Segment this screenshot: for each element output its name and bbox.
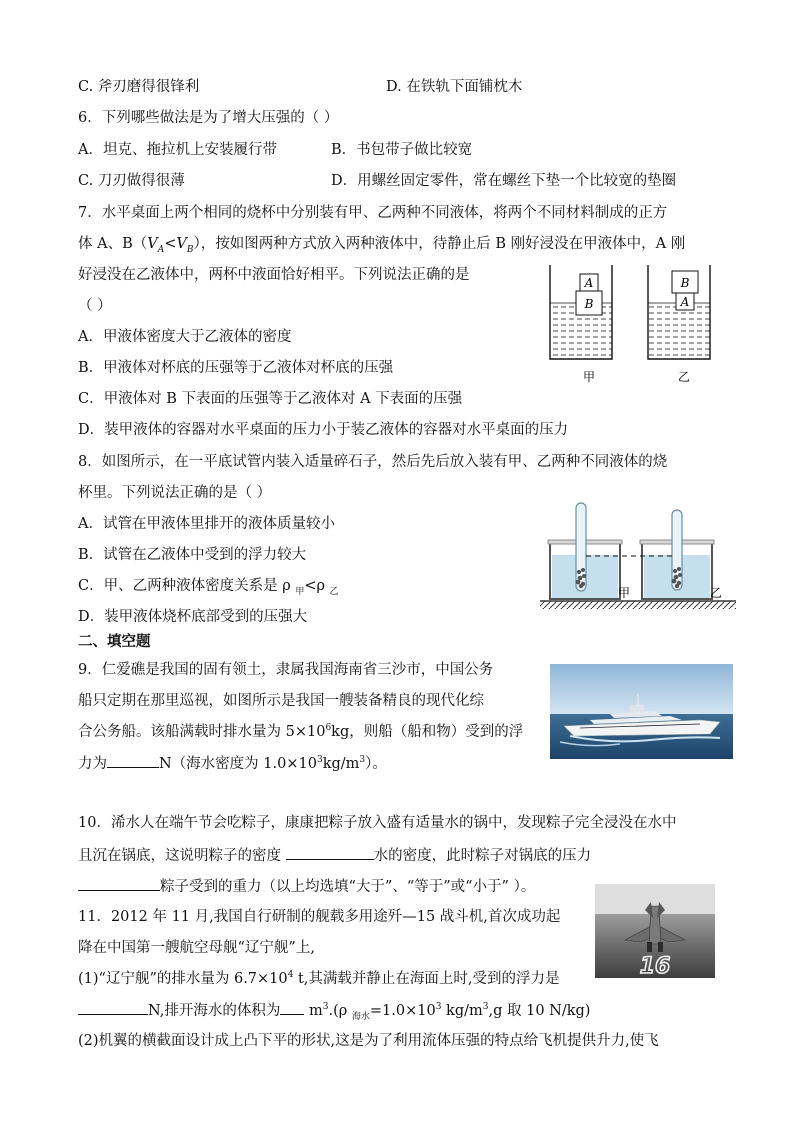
q5-option-d: D. 在铁轨下面铺枕木 [386, 79, 523, 95]
q11-line-2: 降在中国第一艘航空母舰“辽宁舰”上, [78, 940, 315, 956]
ship-image [550, 664, 733, 759]
q7-right-beaker [648, 265, 710, 359]
q10-blank-density[interactable] [286, 845, 374, 860]
q10-line-1: 10．浠水人在端午节会吃粽子，康康把粽子放入盛有适量水的锅中，发现粽子完全浸没在水中 [78, 815, 677, 831]
q11-line-3: (1)“辽宁舰”的排水量为 $6.7\times 10^4$ t,其满载并静止在海面上时,受到的浮力是 [78, 970, 560, 987]
q7-line-1: 7．水平桌面上两个相同的烧杯中分别装有甲、乙两种不同液体，将两个不同材料制成的正方 [78, 205, 668, 221]
q6-option-c: C. 刀刃做得很薄 [78, 173, 185, 189]
q7-beakers-figure [545, 262, 725, 386]
q5-option-c: C. 斧刃磨得很锋利 [78, 79, 200, 95]
q7-answer-paren: （ ） [78, 298, 112, 314]
q7-right-block-top-label: B [680, 276, 690, 290]
q8-label-jia: 甲 [618, 586, 631, 600]
q8-label-yi: 乙 [710, 586, 723, 600]
q11-line-1: 11．2012 年 11 月,我国自行研制的舰载多用途歼—15 战斗机,首次成功起 [78, 909, 561, 925]
q8-right-beaker [640, 510, 714, 599]
q8-option-b: B．试管在乙液体中受到的浮力较大 [78, 547, 307, 563]
q8-option-a: A．试管在甲液体里排开的液体质量较小 [78, 516, 335, 532]
q8-test-tube-figure [538, 500, 738, 612]
q7-line-2: 体 A、$B(V_A<V_B)$，按如图两种方式放入两种液体中，待静止后 B 刚好浸没在甲液体中，A 刚 [78, 236, 686, 255]
q7-option-d: D．装甲液体的容器对水平桌面的压力小于装乙液体的容器对水平桌面的压力 [78, 422, 569, 438]
q11-line-5: (2)机翼的横截面设计成上凸下平的形状,这是为了利用流体压强的特点给飞机提供升力,使飞 [78, 1033, 659, 1049]
q7-option-c: C．甲液体对 B 下表面的压强等于乙液体对 A 下表面的压强 [78, 391, 463, 407]
deck-number: 16 [639, 954, 671, 978]
q7-label-jia: 甲 [582, 370, 596, 384]
q9-ship-photo [550, 664, 733, 759]
fighter-jet-image [595, 884, 715, 978]
q7-option-b: B．甲液体对杯底的压强等于乙液体对杯底的压强 [78, 360, 394, 376]
q6-option-a: A．坦克、拖拉机上安装履行带 [78, 142, 277, 158]
q7-right-block-bottom-label: A [680, 295, 690, 309]
q9-line-3: 合公务船。该船满载时排水量为 $5\times 10^6kg$，则船（船和物）受到的浮 [78, 723, 524, 740]
q8-option-d: D．装甲液体烧杯底部受到的压强大 [78, 609, 308, 625]
q9-line-2: 船只定期在那里巡视，如图所示是我国一艘装备精良的现代化综 [78, 693, 484, 709]
q7-left-beaker [550, 265, 612, 359]
q9-answer-blank[interactable] [107, 753, 159, 768]
q10-blank-force[interactable] [78, 876, 160, 891]
q6-option-d: D．用螺丝固定零件，常在螺丝下垫一个比较宽的垫圈 [331, 173, 677, 189]
q7-left-block-top-label: A [584, 276, 594, 290]
q8-left-beaker [548, 503, 622, 599]
q7-line-3: 好浸没在乙液体中，两杯中液面恰好相平。下列说法正确的是 [78, 267, 470, 283]
q7-option-a: A．甲液体密度大于乙液体的密度 [78, 329, 292, 345]
q10-line-3: 粽子受到的重力（以上均选填“大于”、“等于”或“小于” ）。 [78, 876, 535, 897]
q6-stem: 6．下列哪些做法是为了增大压强的（ ） [78, 110, 339, 126]
q7-label-yi: 乙 [677, 370, 691, 384]
q8-line-1: 8．如图所示，在一平底试管内装入适量碎石子，然后先后放入装有甲、乙两种不同液体的烧 [78, 454, 668, 470]
q11-blank-buoyancy[interactable] [78, 1000, 148, 1015]
q8-line-2: 杯里。下列说法正确的是（ ） [78, 485, 272, 501]
section-title-fill-in: 二、填空题 [78, 634, 151, 650]
q8-option-c: C．甲、乙两种液体密度关系是 ρ $_甲$<ρ $_乙$ [78, 578, 339, 597]
q6-option-b: B．书包带子做比较宽 [331, 142, 473, 158]
q10-line-2-text: 且沉在锅底，这说明粽子的密度 水的密度，此时粽子对锅底的压力 [78, 845, 591, 866]
q9-line-4: 力为 N（海水密度为 $1.0\times 10^3kg/m^3$）。 [78, 753, 387, 774]
q11-blank-volume[interactable] [280, 1000, 304, 1015]
q11-jet-photo [595, 884, 715, 978]
q11-line-4: N,排开海水的体积为 $m^3.(\rho$ $_{海水}=1.0\times 10^3$ $kg/m^3,g$ 取 10 N/kg) [78, 1000, 590, 1021]
q7-left-block-bottom-label: B [584, 297, 594, 311]
q9-line-1: 9．仁爱礁是我国的固有领土，隶属我国海南省三沙市，中国公务 [78, 662, 494, 678]
